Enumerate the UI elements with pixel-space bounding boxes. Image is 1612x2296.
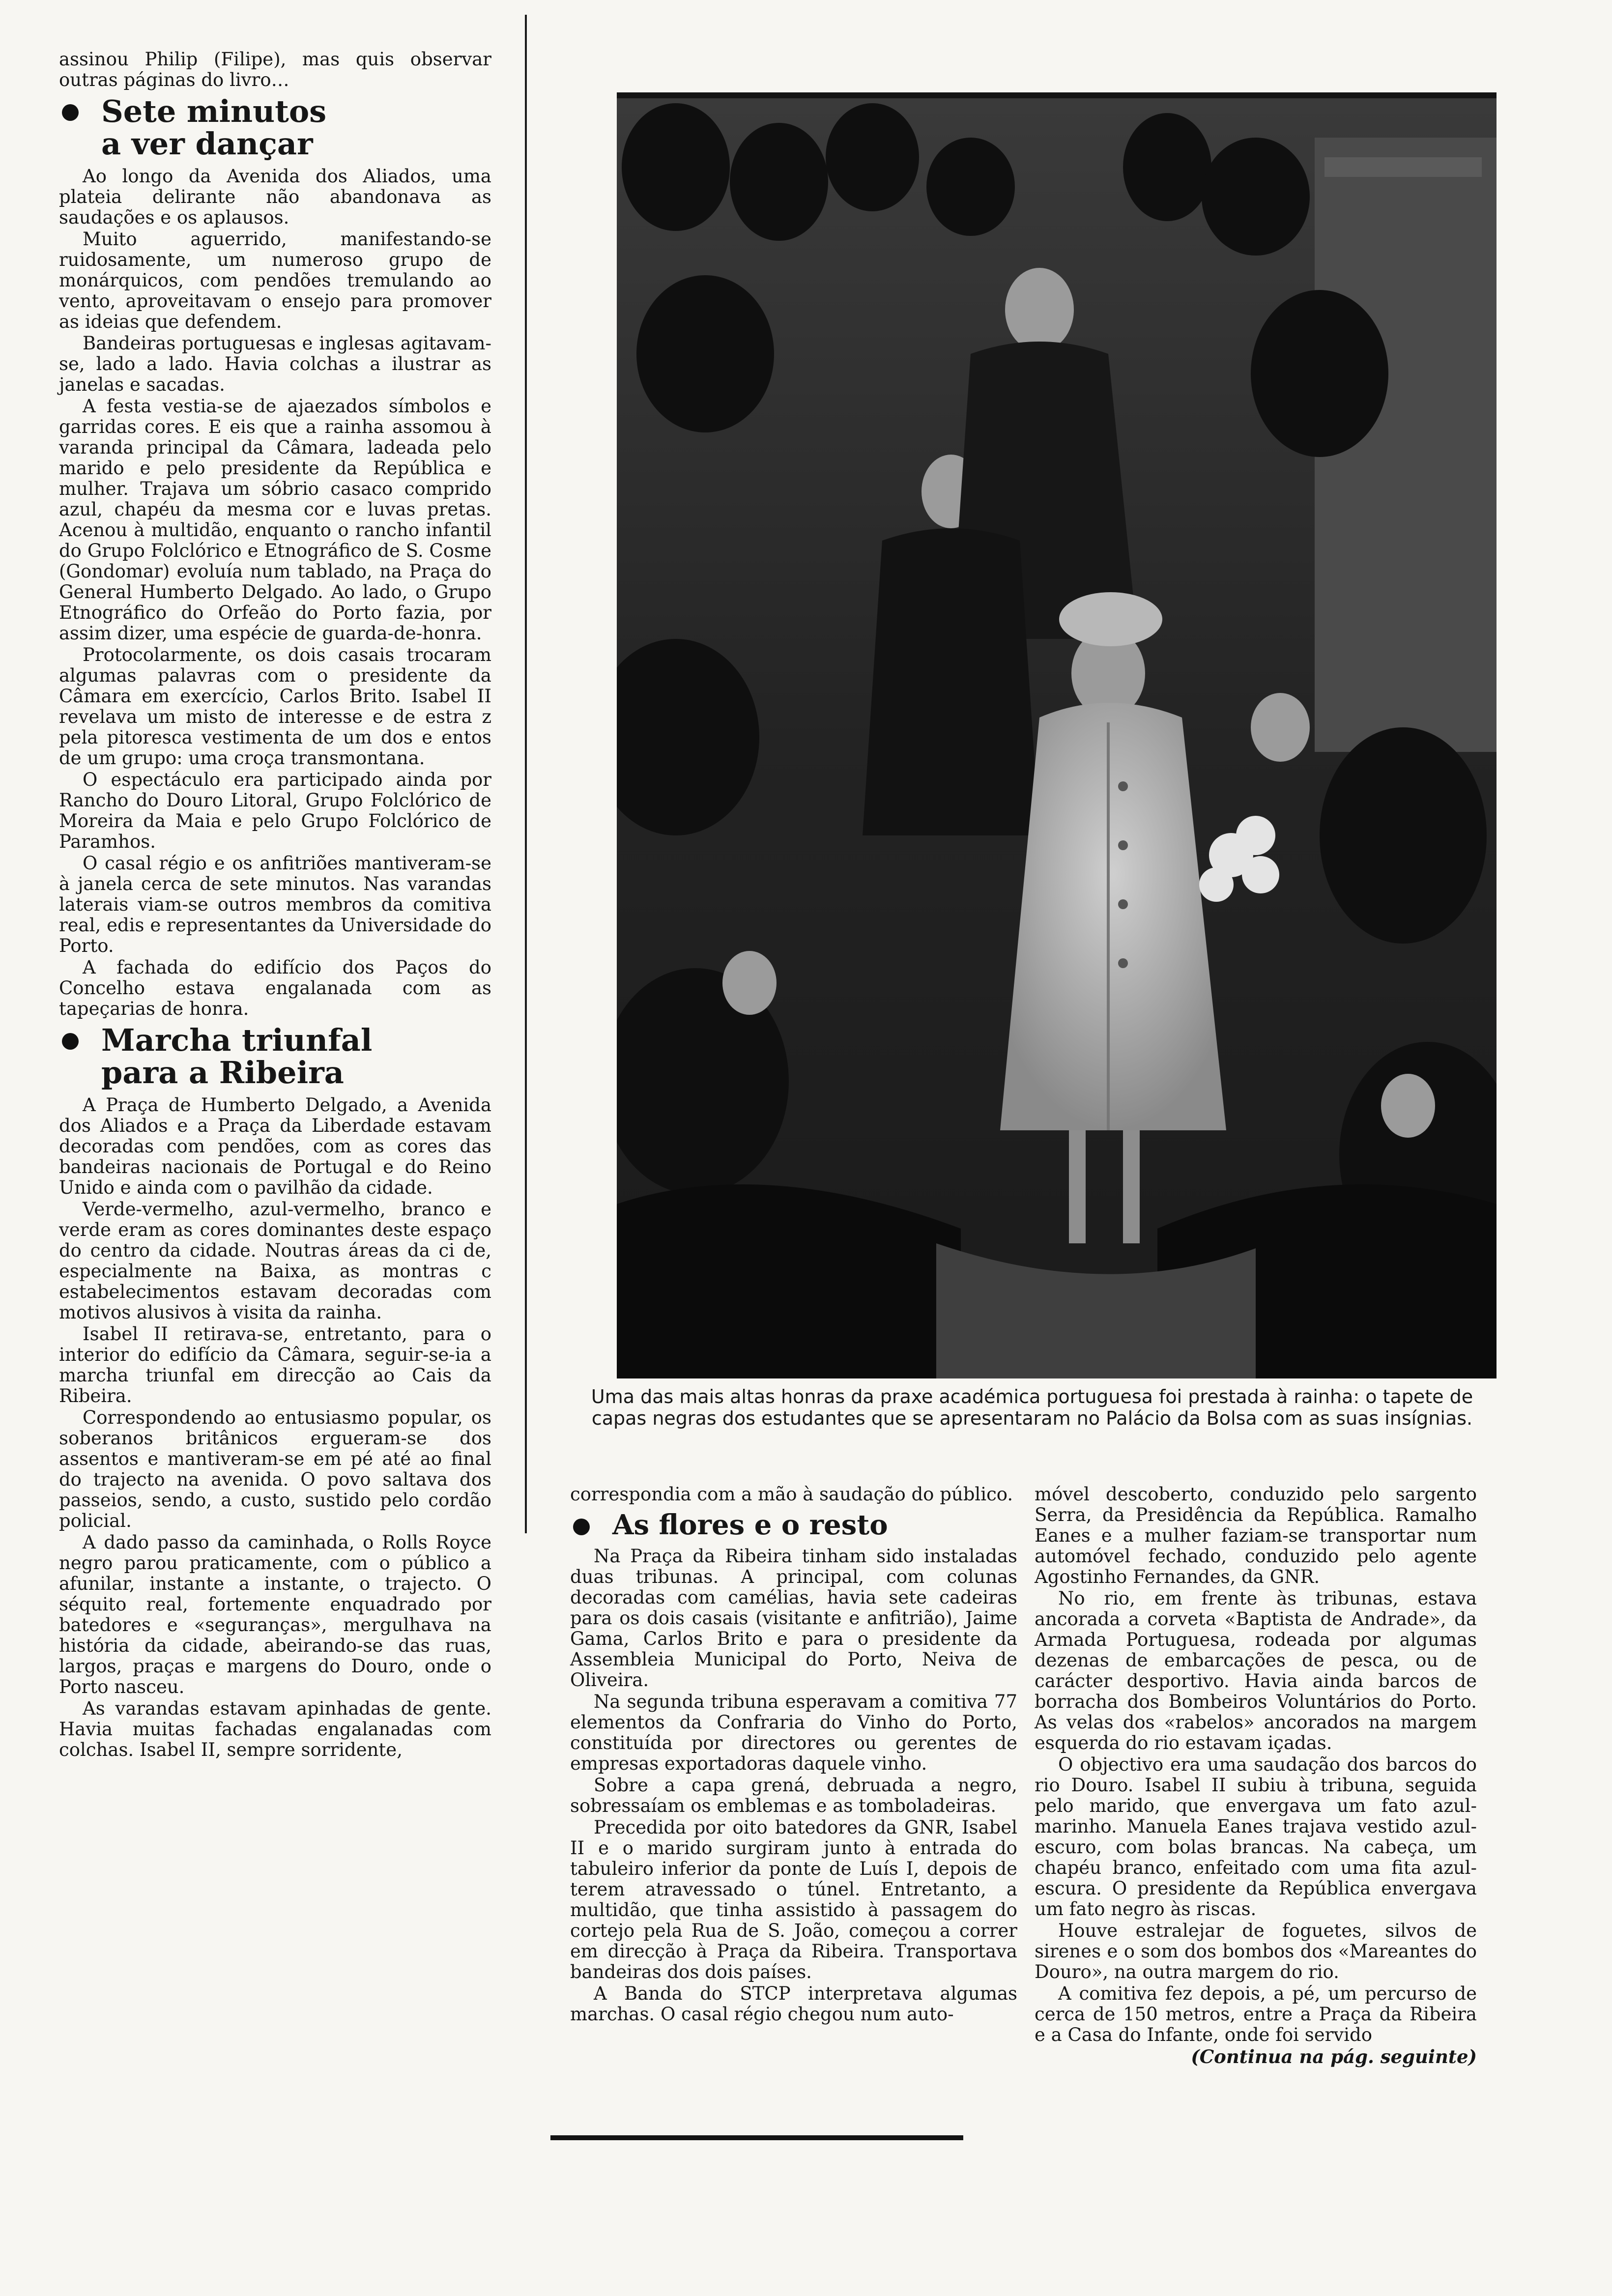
column-3: [1035, 1484, 1477, 2068]
paragraph: O casal régio e os anfitriões mantiveram-se à janela cerca de sete minutos. Nas varandas laterais viam-se outros membros da comitiva real, edis e representantes da Universidade do Porto.: [59, 853, 491, 956]
heading-line-1: Marcha triunfal: [101, 1022, 373, 1058]
photo-illustration: [617, 98, 1497, 1378]
paragraph: A Banda do STCP interpretava algumas marchas. O casal régio chegou num auto-: [570, 1983, 1017, 2025]
paragraph: Precedida por oito batedores da GNR, Isabel II e o marido surgiram junto à entrada do tabuleiro inferior da ponte de Luís I, depois de terem atravessado o túnel. Entretanto, a multidão, que tinha assistido à passagem do cortejo pela Rua de S. João, começou a correr em direcção à Praça da Ribeira. Transportava bandeiras dos dois países.: [570, 1817, 1017, 1982]
heading-line-2: a ver dançar: [101, 126, 313, 162]
paragraph: A dado passo da caminhada, o Rolls Royce negro parou praticamente, com o público a afunilar, instante a instante, o trajecto. O séquito real, fortemente enquadrado por batedores e «seguranças», mergulhava na história da cidade, abeirando-se das ruas, largos, praças e margens do Douro, onde o Porto nasceu.: [59, 1532, 491, 1697]
bullet-icon: [573, 1519, 590, 1535]
photo-caption: Uma das mais altas honras da praxe académica portuguesa foi prestada à rainha: o tapete de capas negras dos estudantes que se apresentaram no Palácio da Bolsa com as suas insígnias.: [591, 1386, 1473, 1429]
paragraph: Bandeiras portuguesas e inglesas agitavam-se, lado a lado. Havia colchas a ilustrar as janelas e sacadas.: [59, 333, 491, 395]
paragraph: Na segunda tribuna esperavam a comitiva 77 elementos da Confraria do Vinho do Porto, constituída por directores ou gerentes de empresas exportadoras daquele vinho.: [570, 1691, 1017, 1774]
paragraph: Muito aguerrido, manifestando-se ruidosamente, um numeroso grupo de monárquicos, com pendões tremulando ao vento, aproveitavam o ensejo para promover as ideias que defendem.: [59, 229, 491, 332]
paragraph: A Praça de Humberto Delgado, a Avenida dos Aliados e a Praça da Liberdade estavam decoradas com pendões, com as cores das bandeiras nacionais de Portugal e do Reino Unido e ainda com o pavilhão da cidade.: [59, 1094, 491, 1198]
column-1: [59, 49, 491, 1761]
bullet-icon: [62, 104, 79, 121]
section-heading-sete-minutos: [59, 95, 491, 160]
paragraph: No rio, em frente às tribunas, estava ancorada a corveta «Baptista de Andrade», da Armada Portuguesa, rodeada por algumas dezenas de embarcações de pesca, ou de carácter desportivo. Havia ainda barcos de borracha dos Bombeiros Voluntários do Porto. As velas dos «rabelos» ancorados na margem esquerda do rio estavam içadas.: [1035, 1588, 1477, 1753]
column-2: [570, 1484, 1017, 2026]
paragraph: Verde-vermelho, azul-vermelho, branco e verde eram as cores dominantes deste espaço do centro da cidade. Noutras áreas da ci de, especialmente na Baixa, as montras c estabelecimentos estavam decoradas com motivos alusivos à visita da rainha.: [59, 1199, 491, 1323]
paragraph: A festa vestia-se de ajaezados símbolos e garridas cores. E eis que a rainha assomou à varanda principal da Câmara, ladeada pelo marido e pelo presidente da República e mulher. Trajava um sóbrio casaco comprido azul, chapéu da mesma cor e luvas pretas. Acenou à multidão, enquanto o rancho infantil do Grupo Folclórico e Etnográfico de S. Cosme (Gondomar) evoluía num tablado, na Praça do General Humberto Delgado. Ao lado, o Grupo Etnográfico do Orfeão do Porto fazia, por assim dizer, uma espécie de guarda-de-honra.: [59, 396, 491, 644]
paragraph: A fachada do edifício dos Paços do Concelho estava engalanada com as tapeçarias de honra.: [59, 957, 491, 1019]
news-photograph: [617, 98, 1497, 1378]
paragraph: Isabel II retirava-se, entretanto, para o interior do edifício da Câmara, seguir-se-ia a marcha triunfal em direcção ao Cais da Ribeira.: [59, 1323, 491, 1406]
lead-text: correspondia com a mão à saudação do público.: [570, 1484, 1013, 1505]
paragraph: A comitiva fez depois, a pé, um percurso de cerca de 150 metros, entre a Praça da Ribeira e a Casa do Infante, onde foi servido: [1035, 1983, 1477, 2045]
bottom-rule: [550, 2135, 963, 2140]
bullet-icon: [62, 1033, 79, 1050]
paragraph: Sobre a capa grená, debruada a negro, sobressaíam os emblemas e as tomboladeiras.: [570, 1775, 1017, 1816]
continued-note: (Continua na pág. seguinte): [1191, 2046, 1477, 2067]
paragraph: Na Praça da Ribeira tinham sido instaladas duas tribunas. A principal, com colunas decoradas com camélias, havia sete cadeiras para os dois casais (visitante e anfitrião), Jaime Gama, Carlos Brito e para o presidente da Assembleia Municipal do Porto, Neiva de Oliveira.: [570, 1546, 1017, 1691]
heading-line: As flores e o resto: [612, 1509, 888, 1541]
column-rule: [525, 15, 527, 1533]
intro-text: assinou Philip (Filipe), mas quis observar outras páginas do livro…: [59, 49, 491, 90]
section-heading-marcha-triunfal: [59, 1024, 491, 1089]
section-heading-flores: [570, 1510, 1017, 1540]
paragraph: O espectáculo era participado ainda por Rancho do Douro Litoral, Grupo Folclórico de Moreira da Maia e pelo Grupo Folclórico de Paramhos.: [59, 769, 491, 852]
paragraph: As varandas estavam apinhadas de gente. Havia muitas fachadas engalanadas com colchas. Isabel II, sempre sorridente,: [59, 1698, 491, 1760]
paragraph: Correspondendo ao entusiasmo popular, os soberanos britânicos ergueram-se dos assentos e mantiveram-se em pé até ao final do trajecto na avenida. O povo saltava dos passeios, sendo, a custo, sustido pelo cordão policial.: [59, 1407, 491, 1531]
paragraph: O objectivo era uma saudação dos barcos do rio Douro. Isabel II subiu à tribuna, seguida pelo marido, que envergava um fato azul-marinho. Manuela Eanes trajava vestido azul-escuro, com bolas brancas. Na cabeça, um chapéu branco, enfeitado com uma fita azul-escura. O presidente da República envergava um fato negro às riscas.: [1035, 1754, 1477, 1920]
paragraph: Ao longo da Avenida dos Aliados, uma plateia delirante não abandonava as saudações e os aplausos.: [59, 166, 491, 228]
heading-line-2: para a Ribeira: [101, 1055, 344, 1091]
paragraph: Protocolarmente, os dois casais trocaram algumas palavras com o presidente da Câmara em exercício, Carlos Brito. Isabel II revelava um misto de interesse e de estra z pela pitoresca vestimenta de um dos e entos de um grupo: uma croça transmontana.: [59, 644, 491, 769]
paragraph: móvel descoberto, conduzido pelo sargento Serra, da Presidência da República. Ramalho Eanes e a mulher faziam-se transportar num automóvel fechado, conduzido pelo agente Agostinho Fernandes, da GNR.: [1035, 1484, 1477, 1587]
heading-line-1: Sete minutos: [101, 93, 327, 129]
paragraph: Houve estralejar de foguetes, silvos de sirenes e o som dos bombos dos «Mareantes do Douro», na outra margem do rio.: [1035, 1920, 1477, 1982]
